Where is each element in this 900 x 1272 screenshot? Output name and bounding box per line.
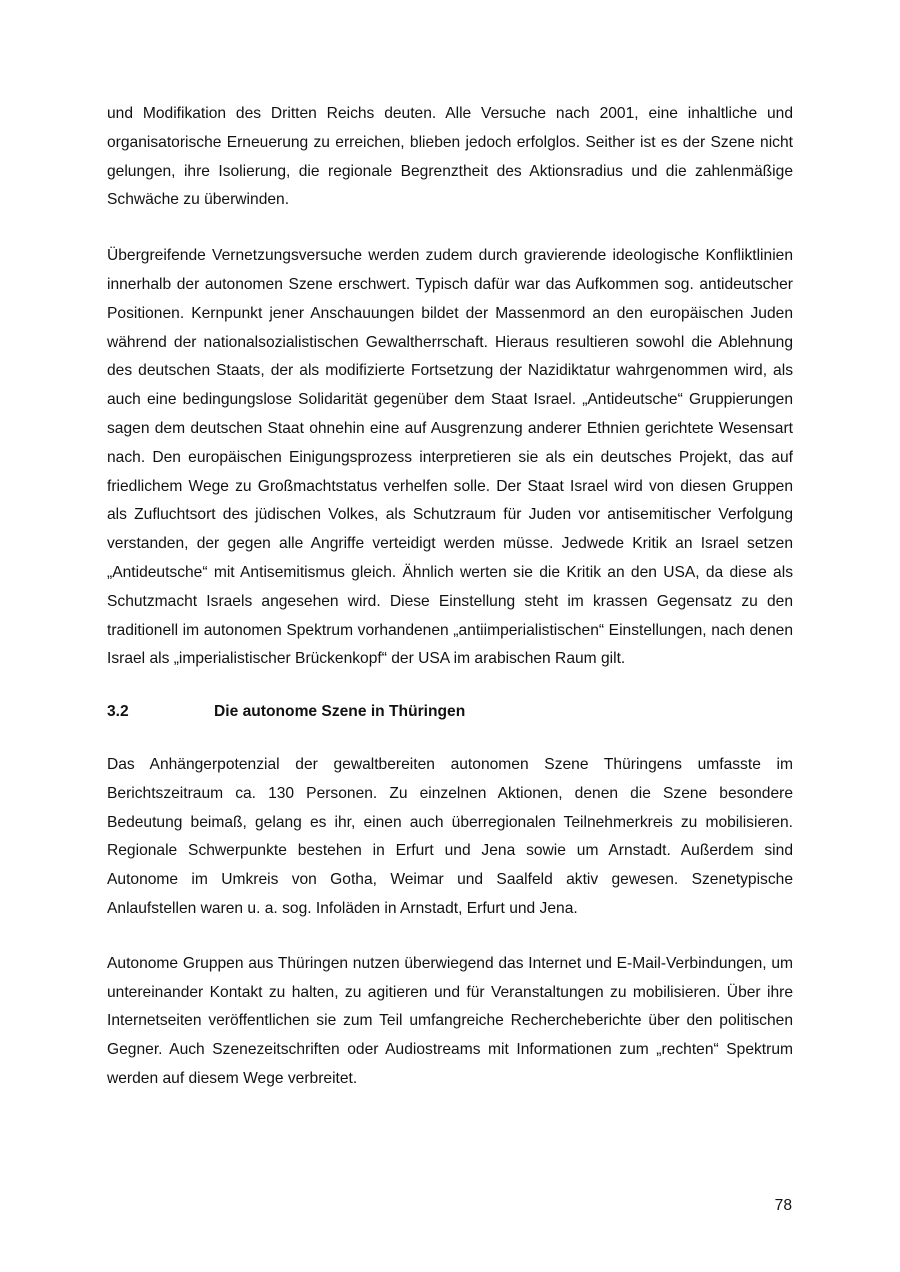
page-body — [107, 100, 793, 1094]
paragraph-2: Übergreifende Vernetzungsversuche werden zudem durch gravierende ideologische Konfliktlinien innerhalb der autonomen Szene erschwert. Typisch dafür war das Aufkommen sog. antideutscher Positionen. Kernpunkt jener Anschauungen bildet der Massenmord an den europäischen Juden während der nationalsozialistischen Gewaltherrschaft. Hieraus resultieren sowohl die Ablehnung des deutschen Staats, der als modifizierte Fortsetzung der Nazidiktatur wahrgenommen wird, als auch eine bedingungslose Solidarität gegenüber dem Staat Israel. „Antideutsche“ Gruppierungen sagen dem deutschen Staat ohnehin eine auf Ausgrenzung anderer Ethnien gerichtete Wesensart nach. Den europäischen Einigungsprozess interpretieren sie als ein deutsches Projekt, das auf friedlichem Wege zu Großmachtstatus verhelfen solle. Der Staat Israel wird von diesen Gruppen als Zufluchtsort des jüdischen Volkes, als Schutzraum für Juden vor antisemitischer Verfolgung verstanden, der gegen alle Angriffe verteidigt werden müsse. Jedwede Kritik an Israel setzen „Antideutsche“ mit Antisemitismus gleich. Ähnlich werten sie die Kritik an den USA, da diese als Schutzmacht Israels angesehen wird. Diese Einstellung steht im krassen Gegensatz zu den traditionell im autonomen Spektrum vorhandenen „antiimperialistischen“ Einstellungen, nach denen Israel als „imperialistischer Brückenkopf“ der USA im arabischen Raum gilt. — [107, 247, 793, 668]
section-title: Die autonome Szene in Thüringen — [214, 703, 466, 721]
paragraph-1: und Modifikation des Dritten Reichs deuten. Alle Versuche nach 2001, eine inhaltliche und organisatorische Erneuerung zu erreichen, blieben jedoch erfolglos. Seither ist es der Szene nicht gelungen, ihre Isolierung, die regionale Begrenztheit des Aktionsradius und die zahlenmäßige Schwäche zu überwinden. — [107, 105, 793, 209]
page-number: 78 — [774, 1197, 792, 1214]
paragraph-4: Autonome Gruppen aus Thüringen nutzen überwiegend das Internet und E-Mail-Verbindungen, um untereinander Kontakt zu halten, zu agitieren und für Veranstaltungen zu mobilisieren. Über ihre Internetseiten veröffentlichen sie zum Teil umfangreiche Rechercheberichte über den politischen Gegner. Auch Szenezeitschriften oder Audiostreams mit Informationen zum „rechten“ Spektrum werden auf diesem Wege verbreitet. — [107, 954, 793, 1087]
section-number: 3.2 — [107, 703, 129, 721]
paragraph-3: Das Anhängerpotenzial der gewaltbereiten autonomen Szene Thüringens umfasste im Berichtszeitraum ca. 130 Personen. Zu einzelnen Aktionen, denen die Szene besondere Bedeutung beimaß, gelang es ihr, einen auch überregionalen Teilnehmerkreis zu mobilisieren. Regionale Schwerpunkte bestehen in Erfurt und Jena sowie um Arnstadt. Außerdem sind Autonome im Umkreis von Gotha, Weimar und Saalfeld aktiv gewesen. Szenetypische Anlaufstellen waren u. a. sog. Infoläden in Arnstadt, Erfurt und Jena. — [107, 755, 793, 917]
section-heading — [107, 698, 793, 727]
